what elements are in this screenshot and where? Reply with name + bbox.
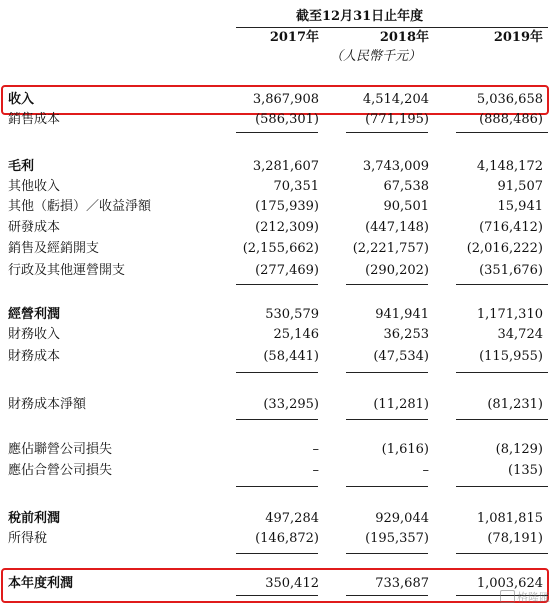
row-value-operating-profit-2019: 1,171,310 [476,307,543,322]
subtotal-rule [236,553,318,554]
row-value-admin-expenses-2018: (290,202) [365,263,429,278]
row-label-profit-for-year: 本年度利潤 [8,576,74,591]
year-2017-header: 2017年 [269,30,319,45]
row-value-profit-before-tax-2018: 929,044 [375,511,429,526]
row-value-rd-costs-2017: (212,309) [255,220,319,235]
row-value-cost-of-sales-2019: (888,486) [479,112,543,127]
row-label-cost-of-sales: 銷售成本 [8,112,61,127]
row-value-net-finance-costs-2019: (81,231) [487,397,543,412]
row-value-revenue-2017: 3,867,908 [252,92,319,107]
row-label-other-gains-losses: 其他（虧損）／收益淨額 [8,199,152,214]
subtotal-rule [456,419,548,420]
year-2019-header: 2019年 [493,30,543,45]
subtotal-rule [236,284,318,285]
row-label-selling-distribution: 銷售及經銷開支 [8,241,100,256]
row-value-operating-profit-2017: 530,579 [265,307,319,322]
unit-label: （人民幣千元） [330,49,422,64]
row-value-share-of-associates-2019: (8,129) [495,442,543,457]
subtotal-rule [456,284,548,285]
row-value-share-of-associates-2018: (1,616) [381,442,429,457]
row-value-income-tax-2017: (146,872) [255,531,319,546]
row-label-finance-costs: 財務成本 [8,349,61,364]
row-value-selling-distribution-2017: (2,155,662) [242,241,319,256]
watermark-text: 格隆匯 [517,591,550,604]
watermark [500,589,550,605]
row-label-rd-costs: 研發成本 [8,220,61,235]
header-rule [236,27,548,28]
row-value-profit-for-year-2018: 733,687 [375,576,429,591]
row-value-other-gains-losses-2019: 15,941 [497,199,543,214]
row-value-other-gains-losses-2017: (175,939) [255,199,319,214]
subtotal-rule [456,372,548,373]
row-value-admin-expenses-2017: (277,469) [255,263,319,278]
row-value-finance-income-2018: 36,253 [383,327,429,342]
row-label-other-income: 其他收入 [8,179,61,194]
row-value-other-gains-losses-2018: 90,501 [383,199,429,214]
row-label-admin-expenses: 行政及其他運營開支 [8,263,126,278]
subtotal-rule [236,132,318,133]
row-value-gross-profit-2017: 3,281,607 [252,159,319,174]
row-value-finance-costs-2017: (58,441) [263,349,319,364]
row-value-finance-income-2017: 25,146 [273,327,319,342]
row-value-finance-costs-2019: (115,955) [479,349,543,364]
subtotal-rule [346,419,428,420]
subtotal-rule [346,132,428,133]
row-value-share-of-joint-ventures-2018: – [422,463,429,478]
subtotal-rule [456,486,548,487]
subtotal-rule [346,284,428,285]
row-value-gross-profit-2018: 3,743,009 [362,159,429,174]
row-value-selling-distribution-2019: (2,016,222) [466,241,543,256]
row-value-profit-before-tax-2017: 497,284 [265,511,319,526]
row-value-operating-profit-2018: 941,941 [375,307,429,322]
row-value-cost-of-sales-2018: (771,195) [365,112,429,127]
subtotal-rule [236,372,318,373]
row-label-gross-profit: 毛利 [8,159,35,174]
year-2018-header: 2018年 [379,30,429,45]
row-value-net-finance-costs-2017: (33,295) [263,397,319,412]
row-value-other-income-2018: 67,538 [383,179,429,194]
row-label-share-of-joint-ventures: 應佔合營公司損失 [8,463,113,478]
row-value-other-income-2019: 91,507 [497,179,543,194]
row-value-gross-profit-2019: 4,148,172 [476,159,543,174]
row-label-finance-income: 財務收入 [8,327,61,342]
row-value-rd-costs-2018: (447,148) [365,220,429,235]
subtotal-rule [236,486,318,487]
row-value-revenue-2019: 5,036,658 [476,92,543,107]
row-value-share-of-joint-ventures-2017: – [312,463,319,478]
row-value-finance-income-2019: 34,724 [497,327,543,342]
row-value-income-tax-2018: (195,357) [365,531,429,546]
subtotal-rule [346,486,428,487]
row-value-share-of-associates-2017: – [312,442,319,457]
row-value-profit-before-tax-2019: 1,081,815 [476,511,543,526]
row-value-net-finance-costs-2018: (11,281) [373,397,429,412]
row-label-income-tax: 所得稅 [8,531,48,546]
period-header: 截至12月31日止年度 [296,9,424,24]
subtotal-rule [456,553,548,554]
row-value-cost-of-sales-2017: (586,301) [255,112,319,127]
row-value-admin-expenses-2019: (351,676) [479,263,543,278]
row-label-net-finance-costs: 財務成本淨額 [8,397,87,412]
subtotal-rule [456,132,548,133]
row-value-other-income-2017: 70,351 [273,179,319,194]
row-value-share-of-joint-ventures-2019: (135) [508,463,543,478]
row-value-revenue-2018: 4,514,204 [362,92,429,107]
subtotal-rule [346,553,428,554]
total-double-rule [236,595,318,596]
row-value-finance-costs-2018: (47,534) [373,349,429,364]
row-label-share-of-associates: 應佔聯營公司損失 [8,442,113,457]
watermark-logo-icon [500,590,515,603]
subtotal-rule [346,372,428,373]
row-label-profit-before-tax: 稅前利潤 [8,511,61,526]
row-value-income-tax-2019: (78,191) [487,531,543,546]
row-label-revenue: 收入 [8,92,35,107]
row-value-rd-costs-2019: (716,412) [479,220,543,235]
row-value-selling-distribution-2018: (2,221,757) [352,241,429,256]
row-value-profit-for-year-2017: 350,412 [265,576,319,591]
row-value-profit-for-year-2019: 1,003,624 [476,576,543,591]
subtotal-rule [236,419,318,420]
total-double-rule [346,595,428,596]
row-label-operating-profit: 經營利潤 [8,307,61,322]
